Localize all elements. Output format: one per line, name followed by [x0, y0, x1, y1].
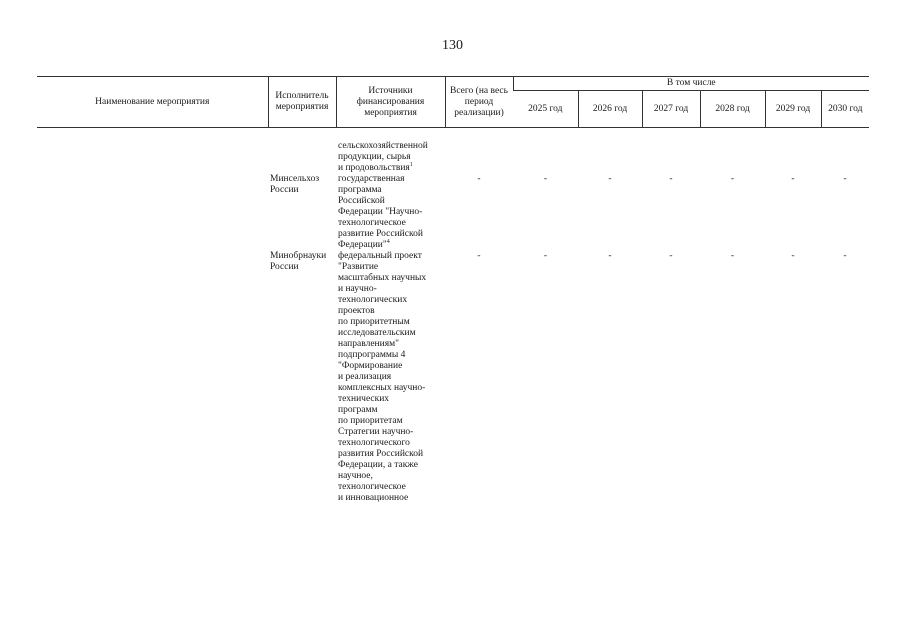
cell-2025: - — [543, 174, 548, 184]
cell-2027: - — [669, 174, 673, 184]
cell-2025 — [513, 141, 578, 174]
header-total: Всего (на весь период реализации) — [445, 77, 513, 128]
header-year-2026: 2026 год — [578, 91, 642, 128]
source-text: сельскохозяйственной продукции, сырья и продовольствия — [338, 141, 428, 173]
cell-2025: - — [543, 251, 548, 261]
header-year-2029: 2029 год — [765, 91, 821, 128]
cell-name — [37, 141, 268, 174]
cell-2030 — [821, 141, 869, 174]
header-sources: Источники финансирования мероприятия — [336, 77, 445, 128]
cell-2026 — [578, 141, 642, 174]
cell-2026: - — [608, 174, 612, 184]
cell-2030: - — [843, 251, 847, 261]
header-year-2030: 2030 год — [821, 91, 869, 128]
header-executor: Исполнитель мероприятия — [268, 77, 336, 128]
cell-2027: - — [669, 251, 673, 261]
cell-2027 — [642, 141, 700, 174]
table-row — [37, 251, 869, 504]
cell-executor: Минобрнауки России — [270, 251, 327, 272]
footnote-mark: 4 — [386, 238, 390, 245]
header-including: В том числе — [513, 77, 869, 91]
cell-executor: Минсельхоз России — [270, 174, 320, 195]
cell-2028: - — [730, 251, 735, 261]
cell-total: - — [477, 174, 481, 184]
header-year-2027: 2027 год — [642, 91, 700, 128]
header-year-2028: 2028 год — [700, 91, 765, 128]
cell-2028 — [700, 141, 765, 174]
cell-total: - — [477, 251, 481, 261]
cell-2030: - — [843, 174, 847, 184]
source-text: государственная программа Российской Федерации "Научно- технологическое развитие Российской Федерации" — [338, 174, 423, 250]
source-text: федеральный проект "Развитие масштабных научных и научно- технологических проектов по приоритетным исследовательским направлениям" подпрограммы 4 "Формирование и реализация комплексных научно- технических программ по приоритетам Стратегии научно- технологического развития Российской Федерации, а также научное, технологическое и инновационное — [338, 251, 427, 503]
cell-name — [37, 251, 268, 504]
footnote-mark: 1 — [409, 161, 413, 168]
cell-2029: - — [791, 251, 795, 261]
cell-name — [37, 174, 268, 251]
cell-2029: - — [791, 174, 795, 184]
table-row — [37, 174, 869, 251]
cell-source — [336, 141, 445, 174]
cell-2029 — [765, 141, 821, 174]
cell-2026: - — [608, 251, 612, 261]
table-row — [37, 141, 869, 174]
budget-table — [37, 76, 869, 504]
page-number: 130 — [442, 38, 463, 53]
table-spacer — [37, 128, 869, 142]
header-year-2025: 2025 год — [513, 91, 578, 128]
cell-2028: - — [730, 174, 735, 184]
cell-source — [336, 174, 445, 251]
cell-executor — [268, 141, 336, 174]
cell-source — [336, 251, 445, 504]
cell-total — [445, 141, 513, 174]
header-name: Наименование мероприятия — [37, 77, 268, 128]
